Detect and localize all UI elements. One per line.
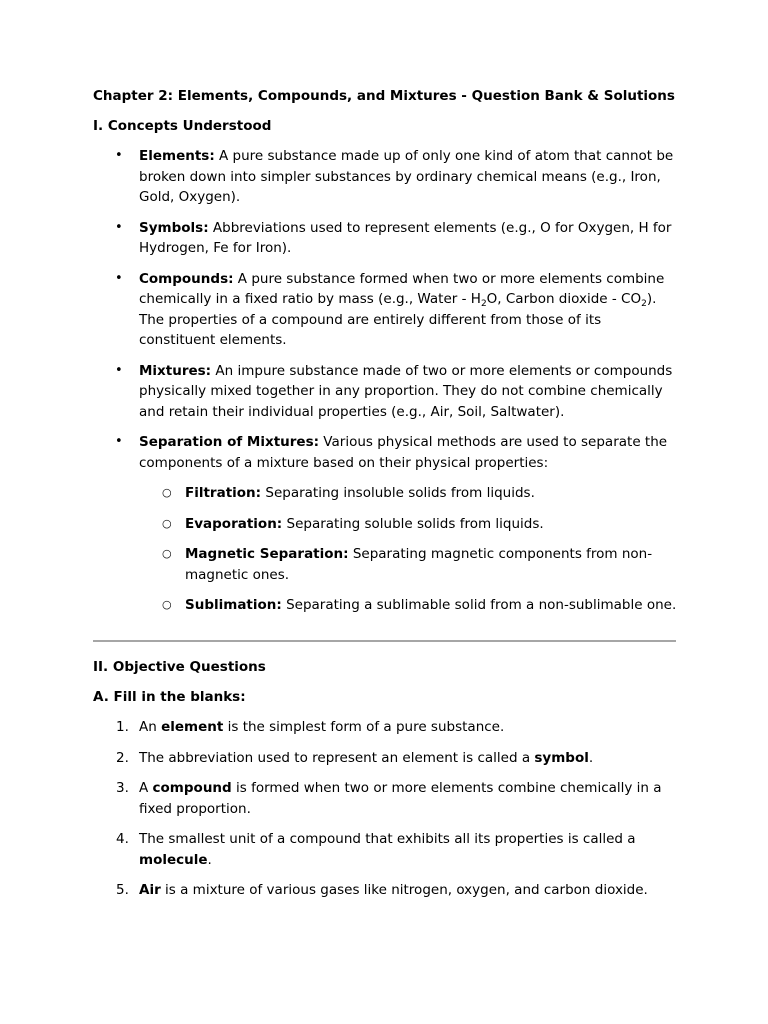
method-description: Separating a sublimable solid from a non-sublimable one. (281, 597, 677, 613)
bullet-icon: • (115, 434, 123, 449)
term-label: Elements: (139, 148, 215, 164)
list-item (139, 483, 678, 504)
question-text: The abbreviation used to represent an element is called a (139, 749, 535, 766)
concepts-list (93, 146, 678, 616)
fill-blanks-list (93, 717, 678, 901)
question-number: 3. (116, 780, 129, 796)
list-item (93, 218, 678, 259)
bullet-icon: • (115, 148, 123, 163)
question-item (93, 778, 678, 819)
question-item (93, 880, 678, 901)
section-divider (93, 640, 676, 642)
question-number: 5. (116, 882, 129, 898)
question-number: 2. (116, 749, 129, 766)
list-item (93, 361, 678, 423)
list-item (93, 269, 678, 351)
method-label: Evaporation: (185, 515, 283, 532)
answer-word: Air (139, 882, 161, 898)
term-definition-cont: O, Carbon dioxide - CO (486, 291, 642, 307)
question-text: An (139, 719, 162, 735)
answer-word: symbol (534, 749, 589, 766)
term-definition: A pure substance formed when two or more elements combine chemically in a fixed ratio by mass (e.g., Water - H (139, 270, 665, 307)
term-definition: An impure substance made of two or more elements or compounds physically mixed together in any proportion. They do not combine chemically and retain their individual properties (e.g., Air, Soil, Saltwater). (139, 362, 673, 420)
subscript: 2 (480, 299, 487, 309)
question-text: The smallest unit of a compound that exhibits all its properties is called a (139, 831, 636, 847)
section-heading-concepts: I. Concepts Understood (93, 118, 272, 134)
subscript: 2 (641, 299, 647, 309)
term-definition: Abbreviations used to represent elements (e.g., O for Oxygen, H for Hydrogen, Fe for Iron). (139, 219, 672, 256)
question-item (93, 748, 678, 769)
method-description: Separating soluble solids from liquids. (282, 515, 544, 532)
method-label: Filtration: (185, 485, 262, 501)
list-item (139, 514, 678, 535)
question-item (93, 717, 678, 738)
objective-block (93, 657, 678, 911)
question-text: A (139, 780, 153, 796)
question-text: . (207, 851, 212, 868)
question-text: . (588, 749, 594, 766)
subsection-heading-fill-blanks: A. Fill in the blanks: (93, 689, 246, 705)
question-item (93, 829, 678, 870)
separation-methods-list (139, 483, 678, 616)
term-definition: A pure substance made up of only one kind of atom that cannot be broken down into simpler substances by ordinary chemical means (e.g., Iron, Gold, Oxygen). (139, 148, 674, 205)
bullet-icon: • (115, 219, 123, 235)
list-item (93, 432, 678, 616)
method-label: Magnetic Separation: (185, 546, 349, 562)
question-number: 1. (116, 719, 129, 735)
question-text: is the simplest form of a pure substance. (223, 719, 505, 735)
bullet-icon: • (115, 362, 123, 378)
method-label: Sublimation: (185, 597, 282, 613)
hollow-bullet-icon: ○ (162, 486, 172, 499)
question-number: 4. (116, 831, 129, 847)
question-text: is a mixture of various gases like nitrogen, oxygen, and carbon dioxide. (160, 882, 648, 898)
list-item (139, 544, 678, 585)
list-item (93, 146, 678, 208)
method-description: Separating magnetic components from non-magnetic ones. (185, 546, 653, 583)
term-label: Symbols: (139, 219, 209, 236)
term-label: Mixtures: (139, 362, 212, 379)
question-text: is formed when two or more elements combine chemically in a fixed proportion. (139, 780, 662, 817)
concepts-block (93, 86, 678, 626)
method-description: Separating insoluble solids from liquids. (261, 485, 535, 501)
term-label: Separation of Mixtures: (139, 434, 320, 450)
hollow-bullet-icon: ○ (162, 516, 172, 530)
answer-word: compound (152, 780, 232, 796)
term-label: Compounds: (139, 270, 234, 287)
list-item (139, 595, 678, 616)
page-title: Chapter 2: Elements, Compounds, and Mixtures - Question Bank & Solutions (93, 88, 675, 104)
hollow-bullet-icon: ○ (162, 547, 172, 560)
term-definition: Various physical methods are used to separate the components of a mixture based on their physical properties: (139, 434, 668, 471)
answer-word: element (161, 719, 224, 735)
hollow-bullet-icon: ○ (162, 598, 172, 611)
section-heading-objective: II. Objective Questions (93, 659, 266, 675)
term-definition-cont: ). The properties of a compound are entirely different from those of its constituent elements. (139, 291, 657, 348)
answer-word: molecule (139, 851, 208, 868)
bullet-icon: • (115, 270, 123, 286)
